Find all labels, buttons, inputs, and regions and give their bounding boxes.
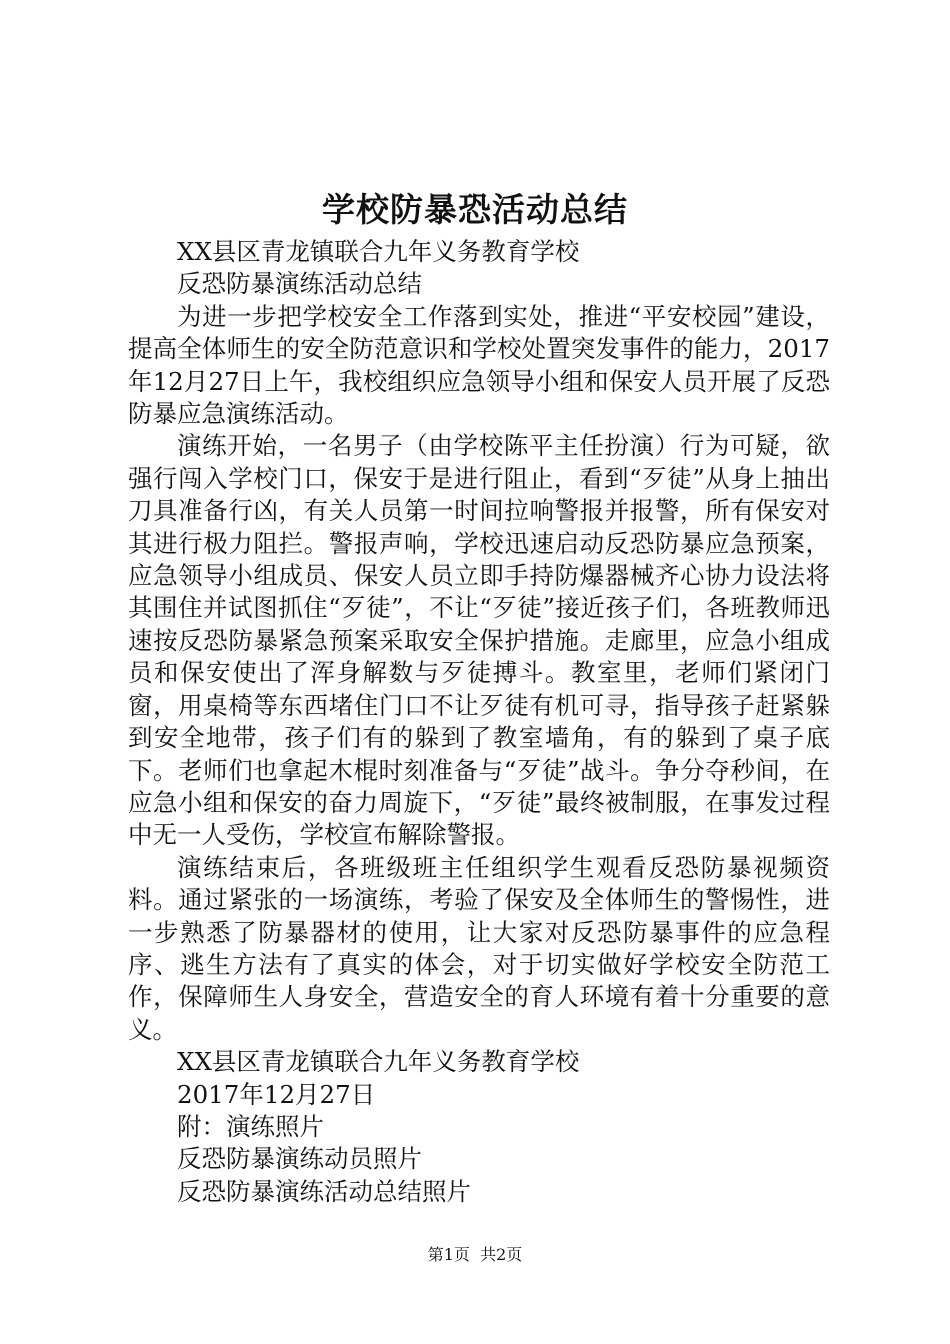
signature-date: 2017年12月27日 bbox=[177, 1079, 376, 1109]
attachment-item-summary-photos: 反恐防暴演练活动总结照片 bbox=[177, 1176, 471, 1206]
attachment-label: 附：演练照片 bbox=[177, 1111, 324, 1141]
document-title: 学校防暴恐活动总结 bbox=[322, 190, 628, 229]
page-total: 共2页 bbox=[480, 1245, 523, 1264]
paragraph-drill-process: 演练开始，一名男子（由学校陈平主任扮演）行为可疑，欲强行闯入学校门口，保安于是进行阻止，看到“歹徒”从身上抽出刀具准备行凶，有关人员第一时间拉响警报并报警，所有保安对其进行极力阻拦。警报声响，学校迅速启动反恐防暴应急预案，应急领导小组成员、保安人员立即手持防爆器械齐心协力设法将其围住并试图抓住“歹徒”，不让“歹徒”接近孩子们，各班教师迅速按反恐防暴紧急预案采取安全保护措施。走廊里，应急小组成员和保安使出了浑身解数与歹徒搏斗。教室里，老师们紧闭门窗，用桌椅等东西堵住门口不让歹徒有机可寻，指导孩子赶紧躲到安全地带，孩子们有的躲到了教室墙角，有的躲到了桌子底下。老师们也拿起木棍时刻准备与“歹徒”战斗。争分夺秒间，在应急小组和保安的奋力周旋下，“歹徒”最终被制服，在事发过程中无一人受伤，学校宣布解除警报。 bbox=[128, 431, 830, 850]
paragraph-conclusion: 演练结束后，各班级班主任组织学生观看反恐防暴视频资料。通过紧张的一场演练，考验了保安及全体师生的警惕性，进一步熟悉了防暴器材的使用，让大家对反恐防暴事件的应急程序、逃生方法有了真实的体会，对于切实做好学校安全防范工作，保障师生人身安全，营造安全的育人环境有着十分重要的意义。 bbox=[128, 852, 830, 1044]
school-name-header: XX县区青龙镇联合九年义务教育学校 bbox=[177, 237, 580, 266]
signature-school-name: XX县区青龙镇联合九年义务教育学校 bbox=[177, 1047, 580, 1077]
paragraph-intro: 为进一步把学校安全工作落到实处，推进“平安校园”建设，提高全体师生的安全防范意识和学校处置突发事件的能力，2017年12月27日上午，我校组织应急领导小组和保安人员开展了反恐防暴应急演练活动。 bbox=[128, 301, 830, 429]
page-footer bbox=[0, 1242, 950, 1265]
report-subtitle: 反恐防暴演练活动总结 bbox=[177, 269, 422, 299]
document-body bbox=[128, 236, 830, 1208]
attachment-item-mobilization-photos: 反恐防暴演练动员照片 bbox=[177, 1144, 422, 1174]
page-number: 第1页 bbox=[427, 1245, 470, 1264]
